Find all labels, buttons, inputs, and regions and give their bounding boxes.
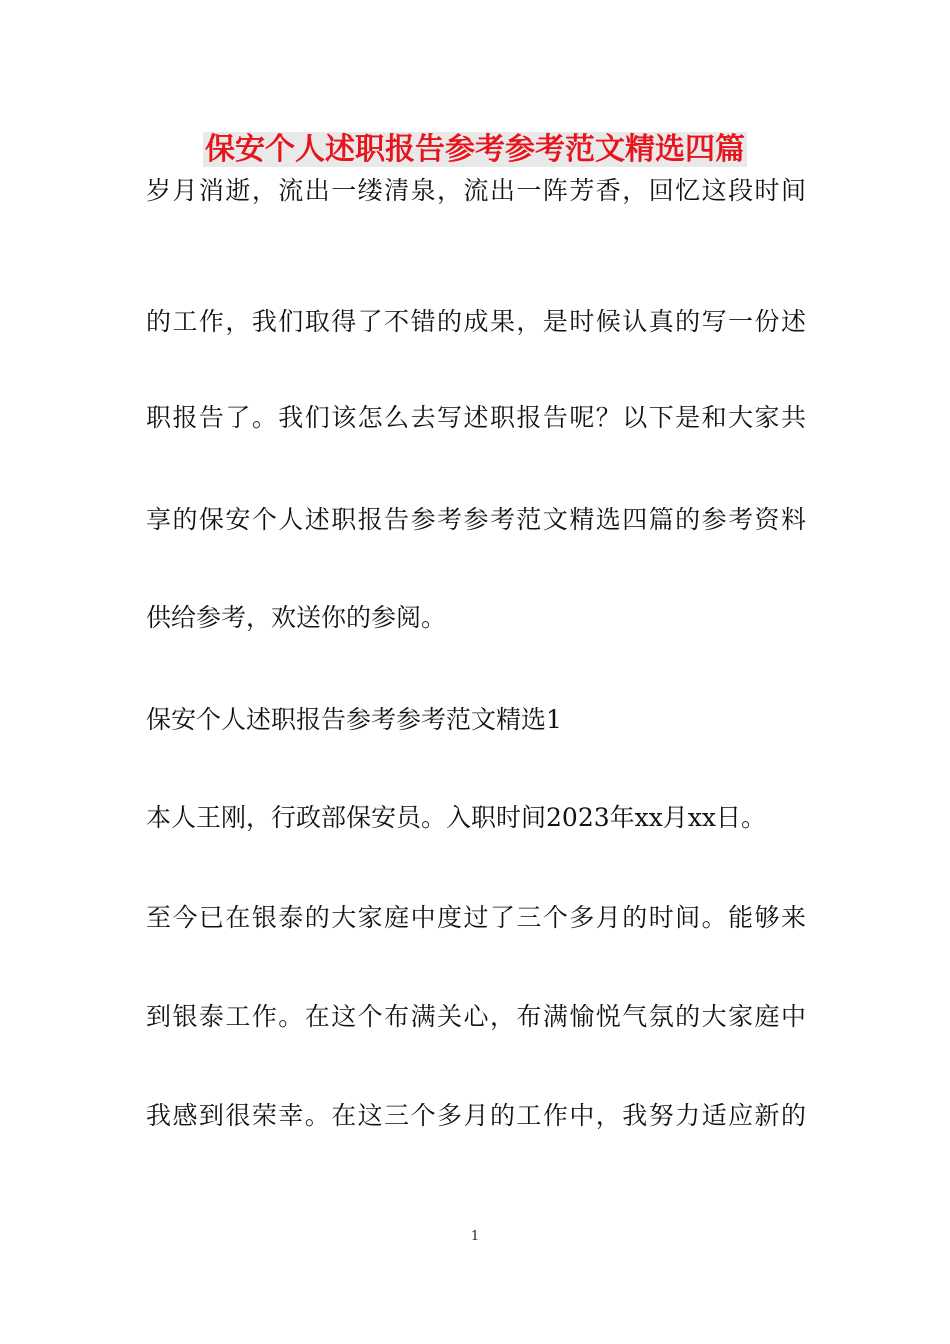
paragraph-line: 至今已在银泰的大家庭中度过了三个多月的时间。能够来 [146,903,806,932]
paragraph-line: 职报告了。我们该怎么去写述职报告呢？以下是和大家共 [146,403,806,432]
paragraph-line: 的工作，我们取得了不错的成果，是时候认真的写一份述 [146,307,806,336]
paragraph-line: 岁月消逝，流出一缕清泉，流出一阵芳香，回忆这段时间 [146,176,806,205]
paragraph-line: 到银泰工作。在这个布满关心，布满愉悦气氛的大家庭中 [146,1002,806,1031]
document-title-text: 保安个人述职报告参考参考范文精选四篇 [205,132,745,167]
section-heading: 保安个人述职报告参考参考范文精选1 [146,705,562,734]
page-number: 1 [470,1229,480,1244]
paragraph-line: 我感到很荣幸。在这三个多月的工作中，我努力适应新的 [146,1101,806,1130]
paragraph-line: 本人王刚，行政部保安员。入职时间2023年xx月xx日。 [146,803,767,832]
document-title [0,128,950,172]
paragraph-line: 供给参考，欢送你的参阅。 [146,603,447,632]
paragraph-line: 享的保安个人述职报告参考参考范文精选四篇的参考资料 [146,505,806,534]
